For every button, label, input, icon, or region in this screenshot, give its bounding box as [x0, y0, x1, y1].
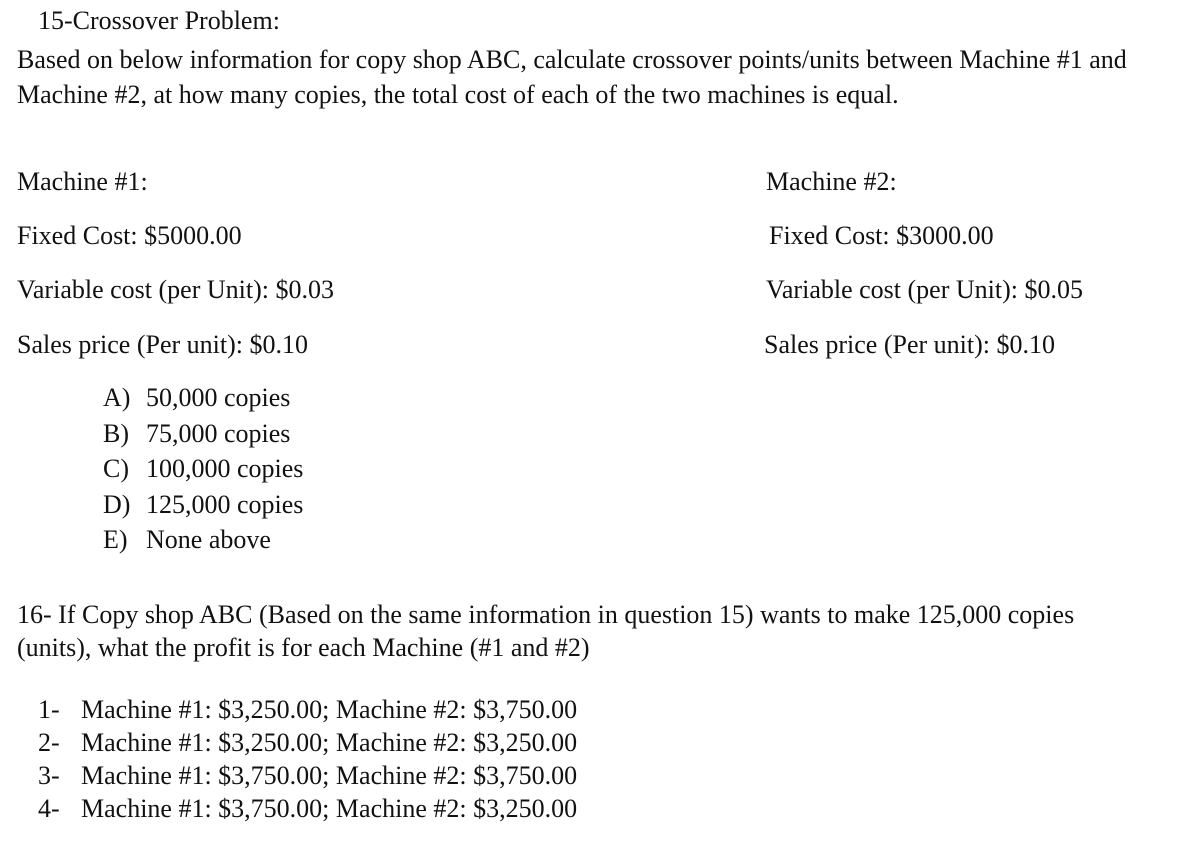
q16-option-1 — [38, 697, 577, 723]
option-letter: C) — [103, 454, 129, 483]
option-letter: D) — [103, 490, 131, 519]
option-text: 100,000 copies — [146, 454, 304, 483]
option-text: 75,000 copies — [146, 419, 291, 448]
q15-option-a — [103, 385, 290, 411]
machine1-fixed-cost: Fixed Cost: $5000.00 — [17, 221, 242, 250]
option-number: 3- — [38, 761, 60, 790]
option-letter: B) — [103, 419, 129, 448]
machine2-fixed-cost: Fixed Cost: $3000.00 — [769, 221, 994, 250]
option-text: Machine #1: $3,750.00; Machine #2: $3,750.00 — [81, 761, 578, 790]
q16-option-4 — [38, 796, 577, 822]
q16-option-3 — [38, 763, 577, 789]
option-letter: E) — [103, 525, 128, 554]
q15-option-c — [103, 456, 303, 482]
q15-option-d — [103, 492, 303, 518]
machine1-title: Machine #1: — [17, 167, 148, 196]
option-text: Machine #1: $3,250.00; Machine #2: $3,250.00 — [81, 728, 578, 757]
option-text: Machine #1: $3,750.00; Machine #2: $3,250.00 — [81, 794, 578, 823]
q15-option-b — [103, 421, 290, 447]
q16-question-text: 16- If Copy shop ABC (Based on the same information in question 15) wants to make 125,000 copies (units), what the profit is for each Machine (#1 and #2) — [17, 600, 1075, 662]
option-text: None above — [146, 525, 271, 554]
q15-title: 15-Crossover Problem: — [38, 6, 280, 35]
machine2-title: Machine #2: — [766, 167, 897, 196]
option-number: 1- — [38, 695, 60, 724]
machine2-variable-cost: Variable cost (per Unit): $0.05 — [766, 275, 1083, 304]
option-text: Machine #1: $3,250.00; Machine #2: $3,750.00 — [81, 695, 578, 724]
option-number: 4- — [38, 794, 60, 823]
option-letter: A) — [103, 383, 131, 412]
machine1-sales-price: Sales price (Per unit): $0.10 — [17, 330, 308, 359]
option-number: 2- — [38, 728, 60, 757]
option-text: 50,000 copies — [146, 383, 291, 412]
q15-option-e — [103, 527, 271, 553]
q16-option-2 — [38, 730, 577, 756]
machine1-variable-cost: Variable cost (per Unit): $0.03 — [17, 275, 334, 304]
machine2-sales-price: Sales price (Per unit): $0.10 — [764, 330, 1055, 359]
q15-question-text: Based on below information for copy shop ABC, calculate crossover points/units between Machine #1 and Machine #2, at how many copies, the total cost of each of the two machines is equal. — [17, 45, 1127, 109]
option-text: 125,000 copies — [146, 490, 304, 519]
